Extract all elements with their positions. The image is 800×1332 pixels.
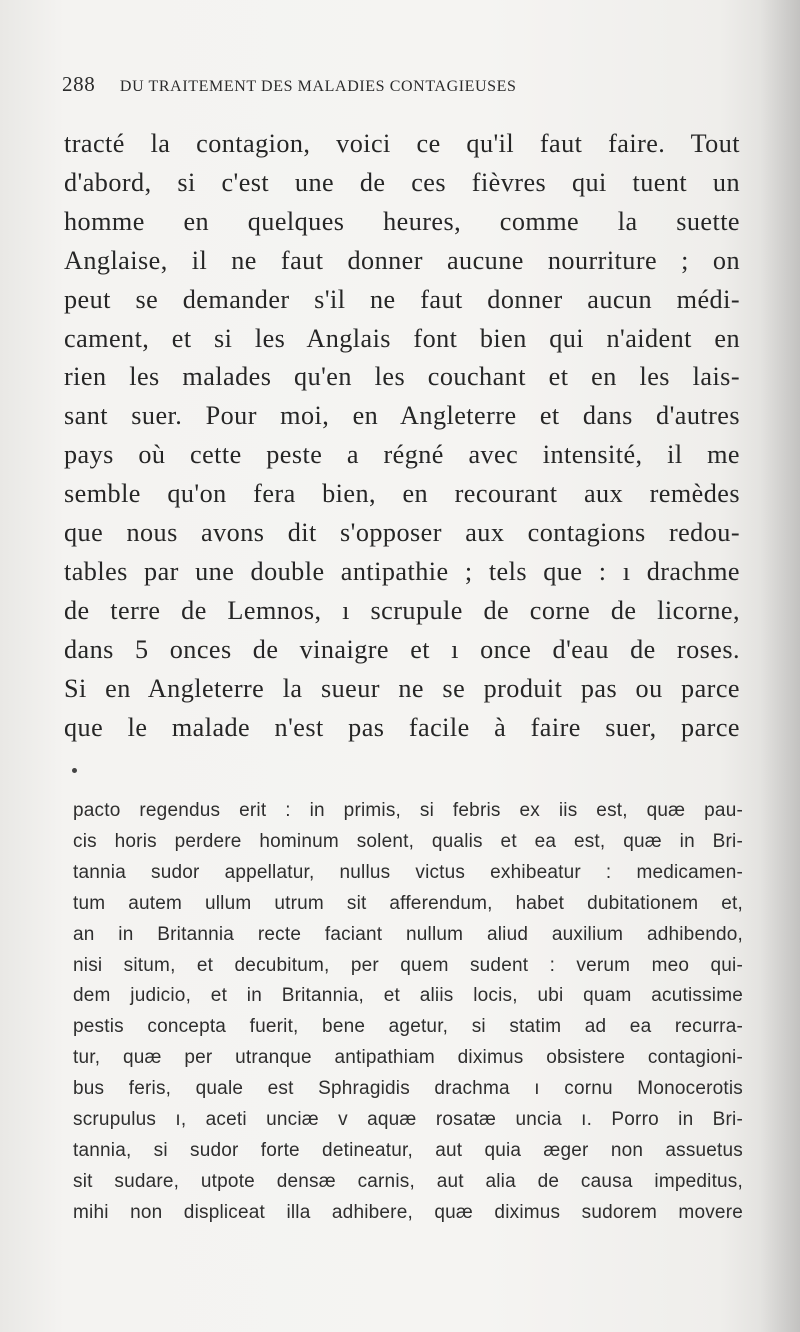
- footnote-line: mihi non displiceat illa adhibere, quæ diximus sudorem movere: [73, 1201, 743, 1223]
- main-text-line: sant suer. Pour moi, en Angleterre et dans d'autres: [64, 401, 740, 431]
- footnote-block: [73, 796, 743, 1229]
- main-text-line: de terre de Lemnos, ı scrupule de corne de licorne,: [64, 595, 740, 625]
- page-edge-shadow: [760, 0, 800, 1332]
- main-text-line: tracté la contagion, voici ce qu'il faut faire. Tout: [64, 129, 740, 158]
- footnote-line: scrupulus ı, aceti unciæ v aquæ rosatæ uncia ı. Porro in Bri-: [73, 1109, 743, 1131]
- footnote-marker-dot: [72, 768, 77, 773]
- main-text-line: Si en Angleterre la sueur ne se produit pas ou parce: [64, 673, 740, 703]
- main-text-block: [64, 125, 740, 748]
- main-text-line: d'abord, si c'est une de ces fièvres qui tuent un: [64, 167, 740, 197]
- main-text-line: cament, et si les Anglais font bien qui n'aident en: [64, 323, 740, 353]
- footnote-line: cis horis perdere hominum solent, qualis et ea est, quæ in Bri-: [73, 830, 743, 852]
- footnote-line: an in Britannia recte faciant nullum aliud auxilium adhibendo,: [73, 923, 743, 945]
- footnote-line: tum autem ullum utrum sit afferendum, habet dubitationem et,: [73, 892, 743, 914]
- footnote-line: pestis concepta fuerit, bene agetur, si statim ad ea recurra-: [73, 1016, 743, 1038]
- footnote-line: tur, quæ per utranque antipathiam diximus obsistere contagioni-: [73, 1047, 743, 1069]
- main-text-line: que le malade n'est pas facile à faire suer, parce: [64, 712, 740, 742]
- footnote-line: tannia, si sudor forte detineatur, aut quia æger non assuetus: [73, 1139, 743, 1161]
- main-text-line: peut se demander s'il ne faut donner aucun médi-: [64, 284, 740, 314]
- page-number: 288: [62, 72, 96, 96]
- running-title: DU TRAITEMENT DES MALADIES CONTAGIEUSES: [119, 78, 517, 95]
- footnote-line: dem judicio, et in Britannia, et aliis locis, ubi quam acutissime: [73, 985, 743, 1007]
- footnote-line: tannia sudor appellatur, nullus victus exhibeatur : medicamen-: [73, 861, 743, 883]
- footnote-line: nisi situm, et decubitum, per quem sudent : verum meo qui-: [73, 954, 743, 976]
- main-text-line: Anglaise, il ne faut donner aucune nourriture ; on: [64, 245, 740, 275]
- footnote-line: pacto regendus erit : in primis, si febris ex iis est, quæ pau-: [73, 800, 743, 821]
- page-header: [62, 72, 742, 97]
- main-text-line: pays où cette peste a régné avec intensité, il me: [64, 440, 740, 470]
- footnote-line: bus feris, quale est Sphragidis drachma ı cornu Monocerotis: [73, 1078, 743, 1100]
- main-text-line: semble qu'on fera bien, en recourant aux remèdes: [64, 479, 740, 509]
- main-text-line: rien les malades qu'en les couchant et en les lais-: [64, 362, 740, 392]
- main-text-line: tables par une double antipathie ; tels que : ı drachme: [64, 556, 740, 586]
- main-text-line: homme en quelques heures, comme la suette: [64, 206, 740, 236]
- main-text-line: dans 5 onces de vinaigre et ı once d'eau de roses.: [64, 634, 740, 664]
- main-text-line: que nous avons dit s'opposer aux contagions redou-: [64, 518, 740, 548]
- footnote-line: sit sudare, utpote densæ carnis, aut alia de causa impeditus,: [73, 1170, 743, 1192]
